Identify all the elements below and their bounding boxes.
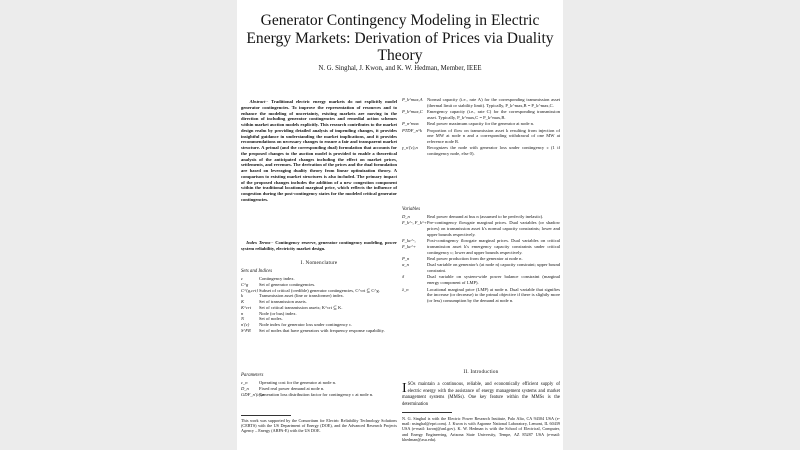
paper-title: Generator Contingency Modeling in Electric Energy Markets: Derivation of Prices via Duality Theory [246,12,554,64]
footnote-rule [241,415,291,416]
nomenclature-symbol: P_n^max [402,121,419,127]
nomenclature-definition: Contingency index. [259,276,295,281]
nomenclature-definition: Normal capacity (i.e., rate A) for the corresponding transmission asset (thermal limit or stability limit). Typically, P_k^max,B = P_k^max,C. [427,97,560,108]
nomenclature-symbol: c_n [241,380,248,385]
paper-authors: N. G. Singhal, J. Kwon, and K. W. Hedman, Member, IEEE [318,65,482,72]
footnote-rule-right [402,412,452,413]
nomenclature-definition: Pre-contingency flowgate marginal prices. Dual variables (or shadow prices) on transmission asset k's normal capacity constraints; lower and upper bounds respectively. [427,220,560,237]
sets-list [241,276,397,334]
nomenclature-entry [402,238,560,255]
parameters-list-left [241,380,397,397]
nomenclature-symbol: P_n [402,256,410,262]
nomenclature-symbol: GDF_n'(c),n [241,391,265,397]
nomenclature-definition: Real power demand at bus n (assumed to be perfectly inelastic). [427,214,544,219]
nomenclature-definition: Emergency capacity (i.e., rate C) for the corresponding transmission asset. Typically, P_k^max,C = P_k^max,B. [427,109,560,120]
nomenclature-entry [402,262,560,274]
nomenclature-definition: Transmission asset (line or transformer) index. [259,293,344,299]
footnote-affiliations: N. G. Singhal is with the Electric Power Research Institute, Palo Alto, CA 94304 USA (e-mail: nsinghal@epri.com). J. Kwon is with Argonne National Laboratory, Lemont, IL 60439 USA (e-mail: kwonj@anl.gov). K. W. Hedman is with the School of Electrical, Computer, and Energy Engineering, Arizona State University, Tempe, AZ 85287 USA (e-mail: khedman@asu.edu). [402,416,560,442]
nomenclature-definition: Set of critical transmission assets; K^crt ⊆ K. [259,304,343,310]
nomenclature-symbol: C^{g,crt} [241,287,259,293]
nomenclature-definition: Node (or bus) index. [259,310,297,316]
nomenclature-entry [402,121,560,127]
nomenclature-definition: Real power maximum capacity for the generator at node n. [427,121,535,127]
nomenclature-definition: Dual variable on generator's (at node n) capacity constraint; upper bound constraint. [427,262,560,274]
nomenclature-symbol: P_k^max,A [402,97,423,102]
footnote-funding: This work was supported by the Consortium for Electric Reliability Technology Solutions (CERTS) with the US Department of Energy (DOE), and the Advanced Research Projects Agency – Energy (ARPA-E) with the US DOE. [241,418,397,434]
intro-dropcap: I [402,380,407,396]
nomenclature-definition: Set of nodes. [259,316,283,322]
nomenclature-definition: Proportion of flow on transmission asset k resulting from injection of one MW at node n and a corresponding withdrawal of one MW at reference node R. [427,127,560,145]
nomenclature-entry [402,220,560,237]
paper-page [237,0,563,450]
intro-paragraph: SOs maintain a continuous, reliable, and economically efficient supply of electric energy with the assistance of energy management systems and market management systems (MMSs). One key feature within the MMSs is the determination [402,382,560,407]
parameters-heading: Parameters [241,373,264,378]
nomenclature-entry [402,274,560,286]
nomenclature-symbol: D_n [402,214,410,219]
nomenclature-symbol: P_k^max,C [402,109,423,115]
nomenclature-entry [402,128,560,145]
nomenclature-definition: Fixed real power demand at node n. [259,385,325,391]
parameters-list-right [402,97,560,157]
nomenclature-symbol: α_n [402,262,409,268]
nomenclature-definition: Locational marginal price (LMP) at node n. Dual variable that signifies the increase (or decrease) to the primal objective if there is slightly more (or less) consumption by the demand at node n. [427,286,560,304]
nomenclature-symbol: F_kc^-, F_kc^+ [402,238,417,249]
nomenclature-symbol: n [241,310,244,316]
nomenclature-definition: Set of generator contingencies. [259,281,316,287]
nomenclature-symbol: γ_n'(c),n [402,145,418,151]
nomenclature-definition: Node index for generator loss under contingency c. [259,322,353,327]
nomenclature-symbol: δ [402,274,405,280]
nomenclature-symbol: λ_n [402,286,409,292]
nomenclature-entry [241,392,397,398]
nomenclature-entry [402,97,560,109]
nomenclature-definition: Post-contingency flowgate marginal prices. Dual variables on critical transmission asset k's emergency capacity constraints under critical contingency c; lower and upper bounds respectively. [427,238,560,255]
nomenclature-definition: Set of transmission assets. [259,299,307,304]
nomenclature-symbol: F_k^-, F_k^+ [402,220,427,226]
nomenclature-definition: Operating cost for the generator at node n. [259,380,337,385]
introduction-text [402,382,560,408]
nomenclature-entry [402,256,560,262]
variables-heading: Variables [402,207,421,212]
index-terms [241,240,397,252]
section-heading-introduction: II. Introduction [463,369,499,375]
section-heading-nomenclature: I. Nomenclature [300,260,338,266]
nomenclature-symbol: D_n [241,385,249,391]
abstract [241,99,397,203]
nomenclature-symbol: K^crt [241,304,252,310]
nomenclature-definition: Set of nodes that have generators with frequency response capability. [259,327,385,333]
nomenclature-symbol: n'(c) [241,322,250,327]
nomenclature-entry [402,109,560,121]
nomenclature-entry [402,214,560,220]
nomenclature-symbol: PTDF_n^k [402,127,422,133]
nomenclature-symbol: N [241,316,245,322]
index-terms-label: Index Terms-- [246,240,274,245]
nomenclature-entry [402,145,560,157]
sets-heading: Sets and Indices [241,269,273,274]
nomenclature-symbol: C^g [241,281,249,287]
nomenclature-symbol: c [241,276,244,281]
nomenclature-symbol: k [241,293,244,299]
index-terms-text: Contingency reserve, generator contingency modeling, power system reliability, electricity market design. [241,240,397,251]
abstract-text: Traditional electric energy markets do not explicitly model generator contingencies. To improve the representation of resources and to enhance the modeling of uncertainty, existing markets are moving in the direction of including generator contingencies and remedial action schemes within market auction models explicitly. This research contributes to the market design realm by providing detailed analysis of impending changes, it provides insightful guidance in understanding the market implications, and it provides recommendations on necessary changes to ensure a fair and transparent market structure. A primal (and the corresponding dual) formulation that accounts for the proposed changes to the auction model is provided to enable a theoretical analysis of the anticipated changes including the effect on market prices, settlements, and revenues. The derivation of the prices and the dual formulation are based on leveraging duality theory from linear optimization theory. A comparison to existing market structures is also included. The primary impact of the proposed changes includes the addition of a new congestion component within the traditional locational marginal price, which reflects the influence of congestion during the post-contingency states for the modeled critical generator contingencies. [241,99,397,202]
nomenclature-symbol: K [241,299,245,304]
variables-list [402,214,560,304]
nomenclature-definition: Dual variable on system-wide power balance constraint (marginal energy component of LMP). [427,274,560,286]
nomenclature-definition: Recognizes the node with generator loss under contingency c (1 if contingency node, else 0). [427,145,560,157]
nomenclature-definition: Subset of critical (credible) generator contingencies, C^crt ⊆ C^g. [259,287,380,293]
nomenclature-symbol: S^FR [241,327,251,333]
nomenclature-definition: Generation loss distribution factor for contingency c at node n. [259,391,374,397]
nomenclature-entry [402,287,560,304]
nomenclature-entry [241,328,397,334]
abstract-label: Abstract-- [249,99,269,104]
nomenclature-definition: Real power production from the generator at node n. [427,256,523,262]
